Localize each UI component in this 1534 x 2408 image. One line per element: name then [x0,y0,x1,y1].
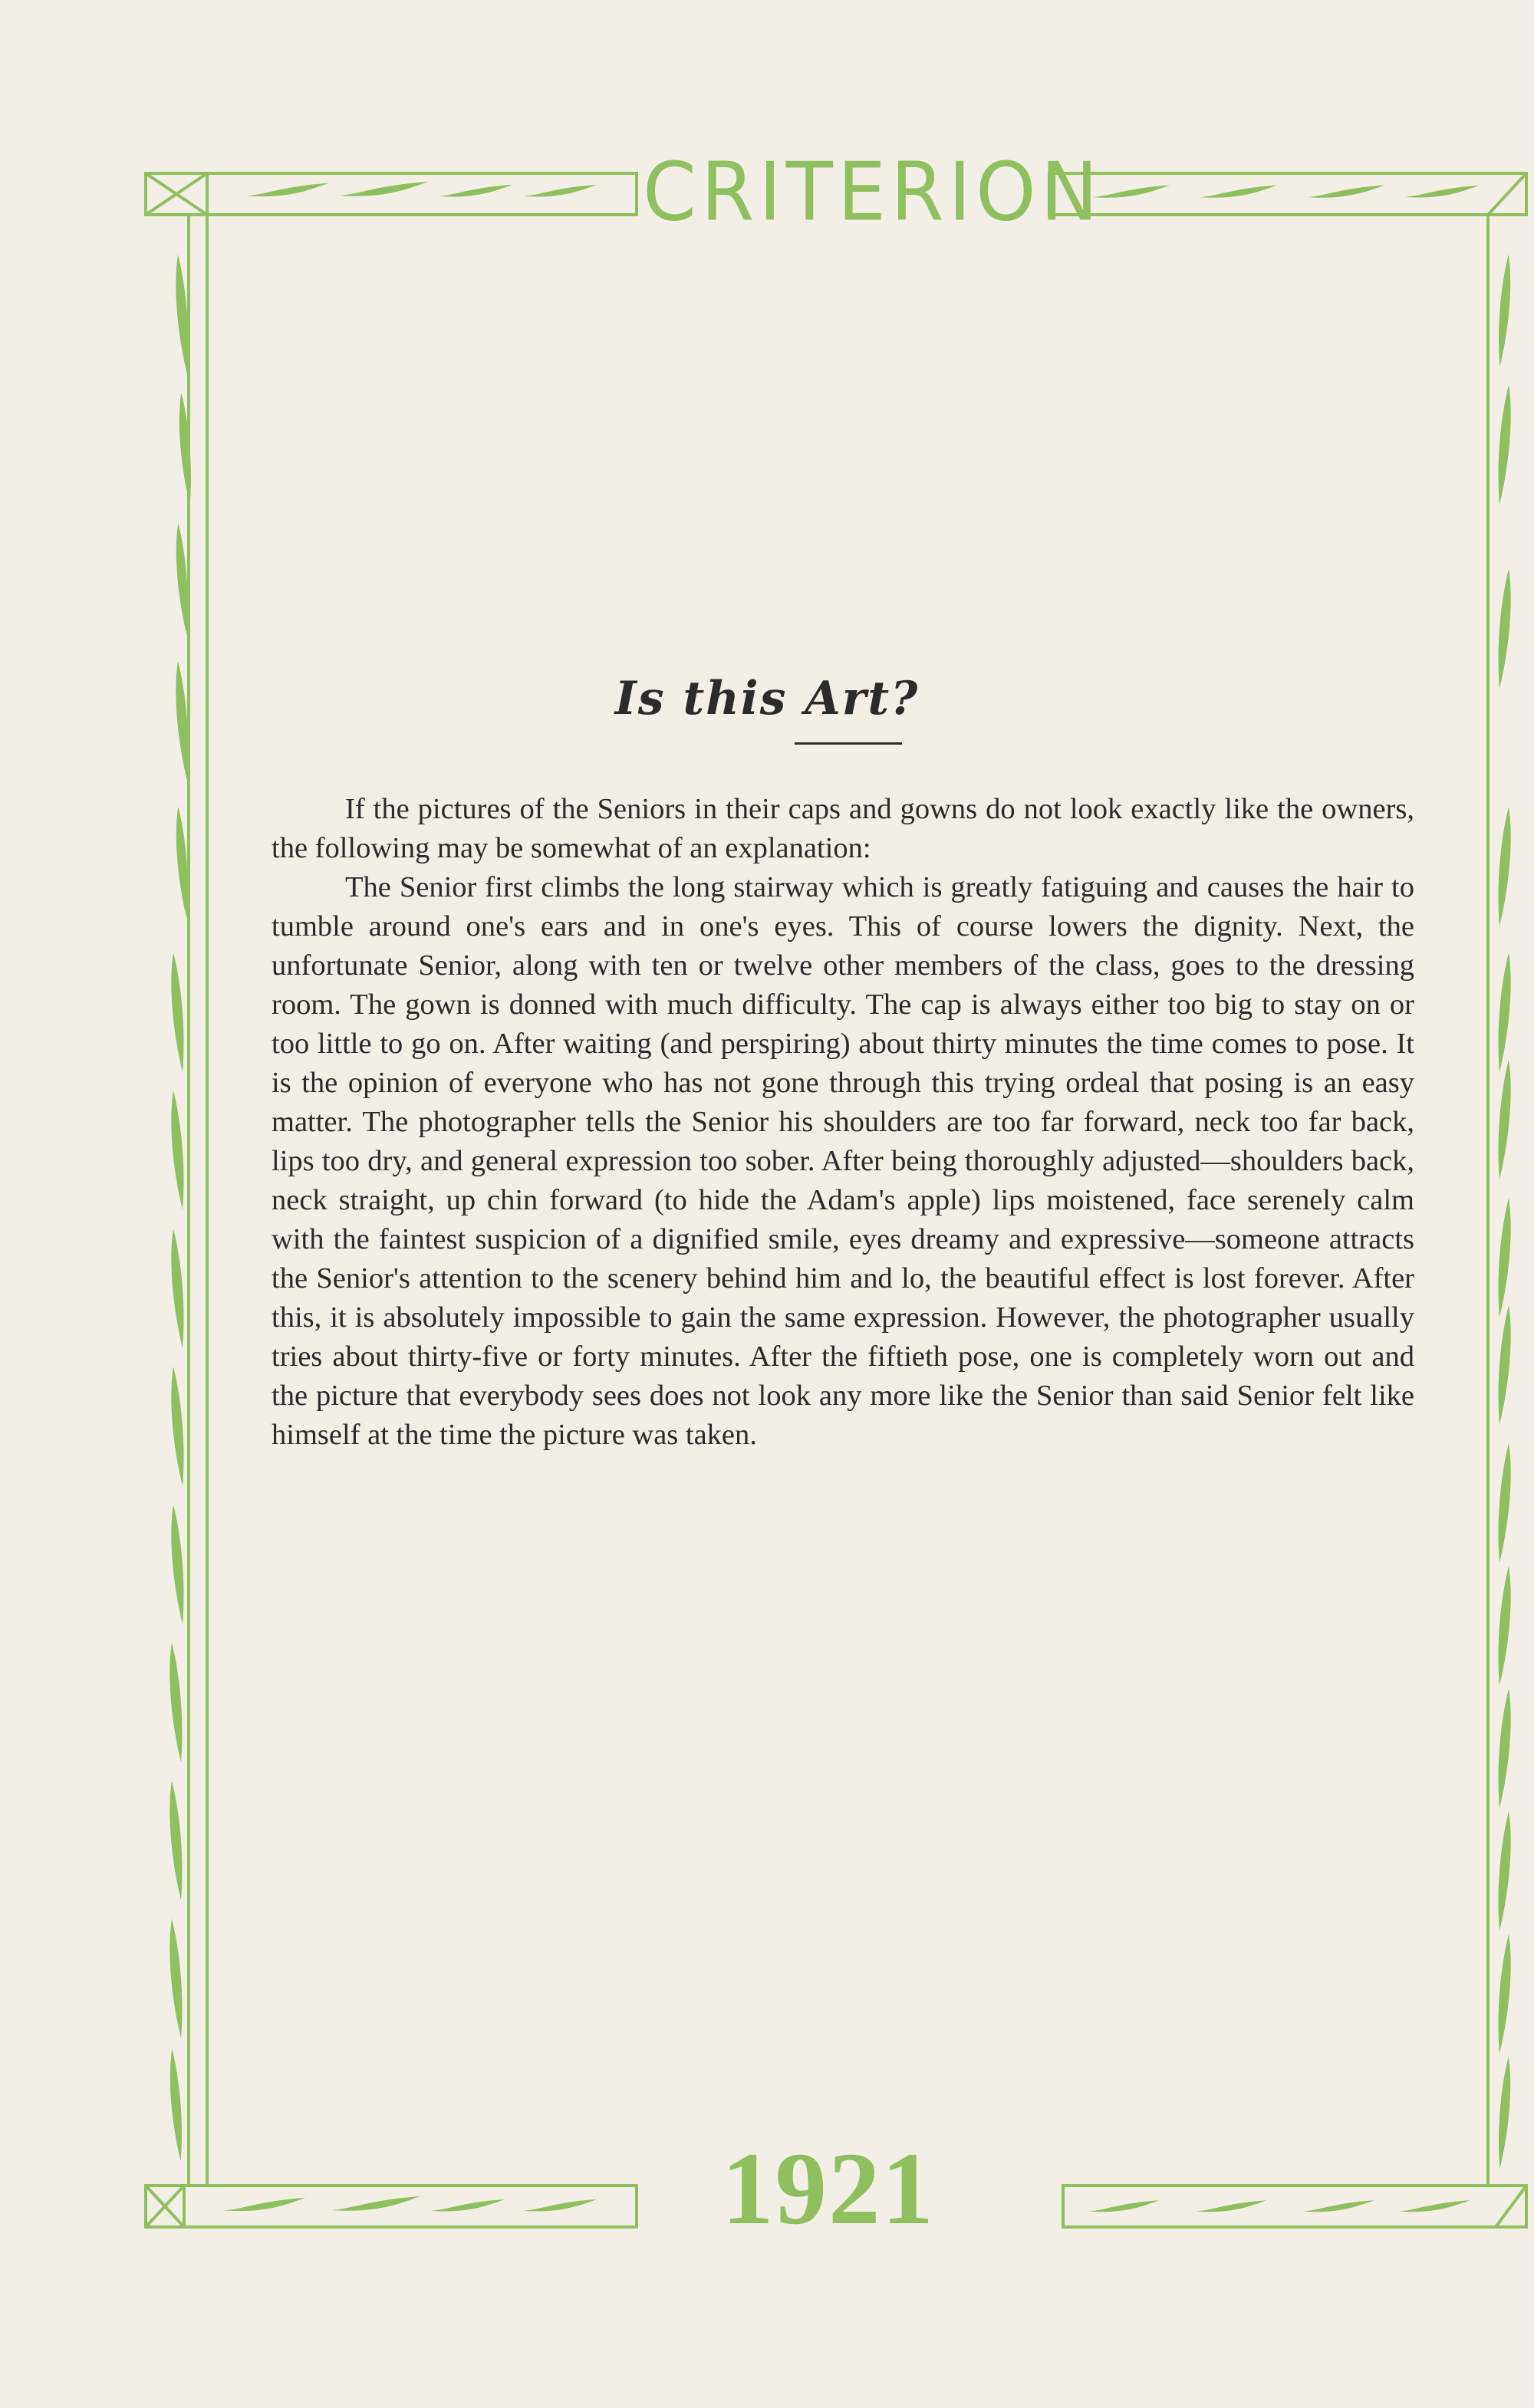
article-title: Is this Art? [614,672,920,726]
footer-year: 1921 [722,2132,935,2246]
masthead-title: CRITERION [643,145,1103,239]
article-paragraph: The Senior first climbs the long stairway which is greatly fatiguing and causes the hair to tumble around one's ears and in one's eyes. This of course lowers the dignity. Next, the unfortunate Senior, along with ten or twelve other members of the class, goes to the dressing room. The gown is donned with much difficulty. The cap is always either too big to stay on or too little to go on. After waiting (and perspiring) about thirty minutes the time comes to pose. It is the opinion of everyone who has not gone through this trying ordeal that posing is an easy matter. The photographer tells the Senior his shoulders are too far forward, neck too far back, lips too dry, and general expression too sober. After being thoroughly adjusted—shoulders back, neck straight, up chin forward (to hide the Adam's apple) lips moistened, face serenely calm with the faintest suspicion of a dignified smile, eyes dreamy and expressive—someone attracts the Senior's attention to the scenery behind him and lo, the beautiful effect is lost forever. After this, it is absolutely impossible to gain the same expression. However, the photographer usually tries about thirty-five or forty minutes. After the fiftieth pose, one is completely worn out and the picture that everybody sees does not look any more like the Senior than said Senior felt like himself at the time the picture was taken. [272,871,1414,1451]
article-paragraph: If the pictures of the Seniors in their caps and gowns do not look exactly like the owners, the following may be somewhat of an explanation: [272,793,1414,864]
title-divider [795,742,902,745]
leaf-ornament-icon [1499,255,1511,2169]
article-body [272,790,1414,1455]
